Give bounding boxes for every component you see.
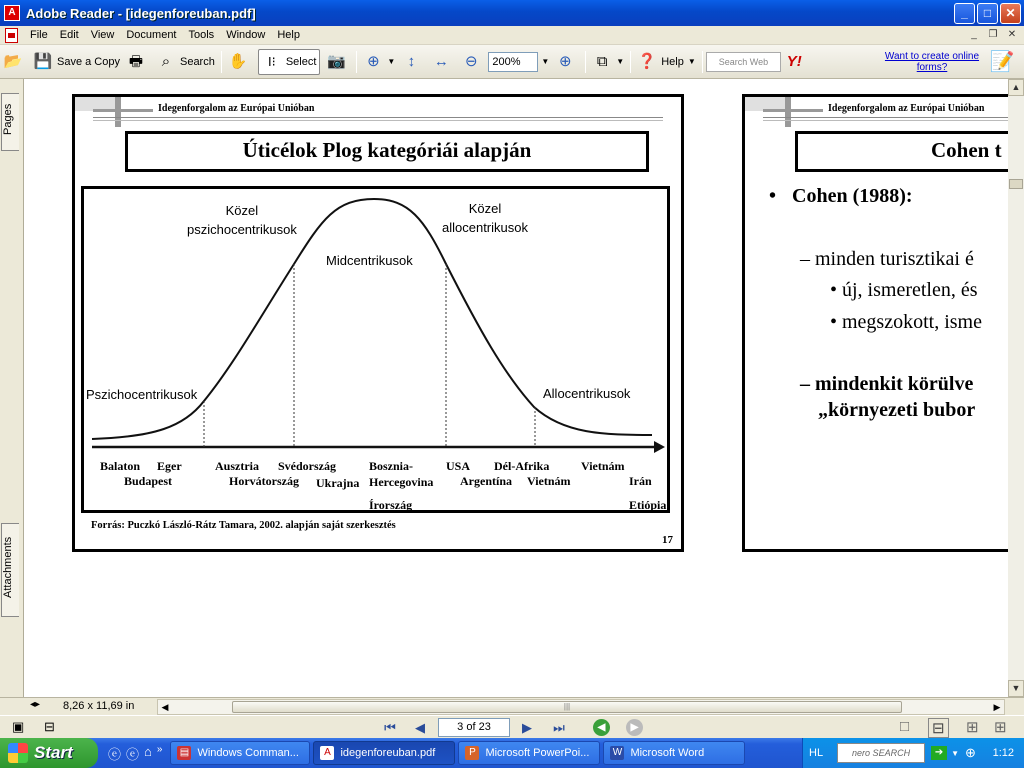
layout-toggle-icon[interactable]: ▣ [12, 719, 25, 734]
continuous-icon[interactable]: ⊟ [928, 718, 949, 738]
toolbar [0, 45, 1024, 79]
horizontal-scroll-thumb[interactable]: ||| [232, 701, 902, 713]
slide-18 [742, 94, 1008, 552]
status-scroll-bar [0, 697, 1024, 715]
command-window-icon: ▤ [177, 746, 191, 760]
destination-irorszag: Írország [369, 498, 413, 512]
start-label: Start [34, 743, 73, 762]
menu-edit[interactable]: Edit [59, 28, 79, 41]
printer-icon: 🖶 [128, 52, 144, 70]
near-allocentric-label: Közel allocentrikusok [442, 201, 528, 235]
layout-toggle-icon[interactable]: ⊟ [44, 719, 55, 734]
chevron-down-icon: ▼ [616, 57, 625, 66]
fit-width-button[interactable] [428, 49, 458, 75]
toolbar-separator [221, 51, 222, 73]
destination-etiopia: Etiópia [629, 498, 667, 512]
chevron-down-icon[interactable]: ▼ [951, 748, 959, 758]
chevron-down-icon: ▼ [687, 57, 696, 66]
previous-view-button[interactable]: ◀ [593, 719, 610, 736]
next-view-button[interactable]: ▶ [626, 719, 643, 736]
page-size-readout: 8,26 x 11,69 in [63, 700, 135, 712]
hand-icon: ✋ [228, 52, 248, 70]
start-button[interactable] [0, 738, 98, 768]
windows-logo-icon [8, 743, 28, 763]
header-decoration [115, 97, 121, 127]
window-title: Adobe Reader - [idegenforeuban.pdf] [26, 5, 256, 21]
midcentric-label: Midcentrikusok [326, 253, 413, 268]
toolbar-separator [585, 51, 586, 73]
destination-svedorszag: Svédország [278, 459, 336, 473]
create-forms-link[interactable]: Want to create online forms? [884, 51, 980, 73]
menu-document[interactable]: Document [126, 28, 177, 41]
ie-icon[interactable]: ⓔ [126, 746, 140, 762]
zoom-out-icon: ⊖ [465, 52, 478, 70]
navigation-panel [0, 79, 24, 697]
destination-ukrajna: Ukrajna [316, 476, 360, 490]
taskbar-powerpoint[interactable]: P Microsoft PowerPoi... [458, 741, 600, 765]
fit-width-icon: ↔ [433, 52, 449, 70]
help-icon: ❓ [637, 52, 657, 70]
destination-iran: Irán [629, 474, 652, 488]
title-bar [0, 0, 1024, 26]
header-decoration [93, 109, 153, 112]
more-chevron-icon[interactable]: » [156, 743, 163, 755]
fit-page-icon: ↕ [407, 52, 416, 70]
psychocentric-label: Pszichocentrikusok [86, 387, 198, 402]
first-page-button[interactable]: ⏮ [384, 720, 396, 735]
text-line: „környezeti bubor [818, 399, 976, 421]
header-rule [93, 120, 663, 121]
zoom-in-tool-button[interactable] [360, 49, 398, 75]
toolbar-separator [630, 51, 631, 73]
pages-icon: ⧉ [596, 52, 608, 70]
green-arrow-icon[interactable]: ➔ [931, 746, 947, 760]
scroll-up-button[interactable]: ▲ [1008, 79, 1024, 96]
powerpoint-icon: P [465, 746, 479, 760]
help-label: Help [661, 55, 684, 68]
slide-title: Cohen t [795, 131, 1008, 172]
yahoo-logo-icon[interactable]: Y! [786, 53, 802, 70]
toolbar-separator [702, 51, 703, 73]
scroll-left-button[interactable]: ◀ [161, 702, 169, 712]
scroll-thumb[interactable] [1009, 179, 1023, 189]
plog-chart [81, 186, 670, 513]
destination-vietnam: Vietnám [527, 474, 571, 488]
minimize-button[interactable]: _ [954, 3, 975, 24]
slide-17 [72, 94, 684, 552]
tray-expand-icon[interactable]: ⊕ [964, 745, 976, 760]
cohen-heading: Cohen (1988): [792, 185, 913, 207]
bullet-icon: • [769, 185, 777, 207]
pages-tab[interactable]: Pages [1, 93, 19, 151]
desktop-icon[interactable]: ⌂ [144, 743, 152, 759]
ie-icon[interactable]: ⓔ [108, 746, 122, 762]
next-page-button[interactable]: ▶ [522, 720, 532, 735]
menu-window[interactable]: Window [226, 28, 266, 41]
menu-file[interactable]: File [30, 28, 48, 41]
open-button[interactable] [0, 49, 30, 75]
attachments-tab[interactable]: Attachments [1, 523, 19, 617]
destination-balaton: Balaton [100, 459, 141, 473]
search-web-input[interactable]: Search Web [706, 52, 781, 72]
toolbar-separator [356, 51, 357, 73]
facing-icon[interactable]: ⊞ [966, 719, 979, 736]
save-copy-button[interactable] [30, 49, 123, 75]
scroll-down-button[interactable]: ▼ [1008, 680, 1024, 697]
help-button[interactable] [634, 49, 699, 75]
header-decoration [785, 97, 791, 127]
forms-designer-icon[interactable]: 📝 [989, 51, 1015, 73]
menu-bar [0, 26, 1024, 45]
destination-del-afrika: Dél-Afrika [494, 459, 550, 473]
header-decoration [763, 109, 823, 112]
text-line: – mindenkit körülve [800, 373, 974, 395]
binoculars-icon: ⌕ [161, 52, 171, 70]
fit-page-button[interactable] [398, 49, 428, 75]
vertical-scrollbar[interactable] [1008, 79, 1024, 697]
rotate-pages-button[interactable] [589, 49, 627, 75]
camera-icon: 📷 [327, 52, 346, 70]
open-folder-icon: 📂 [3, 52, 23, 70]
header-rule [763, 117, 1008, 118]
destination-eger: Eger [157, 459, 182, 473]
header-rule [93, 117, 663, 118]
menu-view[interactable]: View [90, 28, 115, 41]
chevron-down-icon: ▼ [387, 57, 396, 66]
slide-header: Idegenforgalom az Európai Unióban [158, 103, 315, 114]
text-cursor-icon: I⁝ [267, 53, 276, 69]
zoom-in-icon: ⊕ [558, 52, 572, 70]
source-citation: Forrás: Puczkó László-Rátz Tamara, 2002. alapján saját szerkesztés [91, 520, 396, 531]
print-button[interactable] [123, 49, 153, 75]
destination-argentina: Argentína [460, 474, 512, 488]
close-button[interactable]: ✕ [1000, 3, 1021, 24]
text-line: • megszokott, isme [830, 311, 982, 333]
taskbar-windows-command[interactable]: ▤ Windows Comman... [170, 741, 310, 765]
allocentric-label: Allocentrikusok [543, 386, 631, 401]
select-tool-button[interactable] [258, 49, 321, 75]
zoom-input[interactable]: 200% [488, 52, 538, 72]
quick-launch [108, 744, 162, 763]
destination-ausztria: Ausztria [215, 459, 259, 473]
text-line: • új, ismeretlen, és [830, 279, 978, 301]
destination-budapest: Budapest [124, 474, 173, 488]
x-axis-arrowhead [654, 441, 665, 453]
adobe-reader-icon: A [4, 5, 20, 21]
nero-search-box[interactable]: nero SEARCH [837, 743, 925, 763]
page-navigation-bar [0, 715, 1024, 738]
menu-tools[interactable]: Tools [188, 28, 215, 41]
taskbar-adobe-reader[interactable]: A idegenforeuban.pdf [313, 741, 455, 765]
document-icon[interactable] [5, 28, 18, 43]
continuous-facing-icon[interactable]: ⊞ [994, 719, 1007, 736]
word-icon: W [610, 746, 624, 760]
select-label: Select [285, 55, 317, 68]
page-number-input[interactable]: 3 of 23 [438, 718, 510, 737]
menu-help[interactable]: Help [277, 28, 300, 41]
header-rule [763, 120, 1008, 121]
search-button[interactable] [153, 49, 218, 75]
zoom-out-button[interactable] [458, 49, 488, 75]
floppy-icon: 💾 [33, 52, 53, 70]
slide-page-number: 17 [662, 534, 673, 546]
magnifier-plus-icon: ⊕ [367, 52, 380, 70]
chevron-down-icon: ▼ [541, 57, 550, 66]
taskbar-word[interactable]: W Microsoft Word [603, 741, 745, 765]
text-line: – minden turisztikai é [800, 248, 974, 270]
system-tray [802, 738, 1024, 768]
destination-horvatorszag: Horvátország [229, 474, 299, 488]
slide-header: Idegenforgalom az Európai Unióban [828, 103, 985, 114]
snapshot-button[interactable] [323, 49, 353, 75]
search-label: Search [179, 55, 215, 68]
destination-hercegovina: Hercegovina [369, 475, 434, 489]
destination-bosznia: Bosznia- [369, 459, 414, 473]
last-page-button[interactable]: ⏭ [553, 720, 565, 735]
maximize-button[interactable]: □ [977, 3, 998, 24]
near-psychocentric-label: Közel pszichocentrikusok [187, 203, 297, 237]
scroll-right-button[interactable]: ▶ [993, 702, 1001, 712]
document-restore-button[interactable]: ❐ [988, 29, 998, 40]
destination-usa: USA [446, 459, 471, 473]
clock: 1:12 [992, 747, 1014, 759]
destination-vietnam: Vietnám [581, 459, 625, 473]
slide-title: Úticélok Plog kategóriái alapján [125, 131, 649, 172]
zoom-dropdown-button[interactable] [538, 49, 552, 75]
windows-taskbar [0, 738, 1024, 768]
document-view[interactable] [25, 79, 1008, 697]
document-minimize-button[interactable]: _ [971, 29, 977, 40]
save-copy-label: Save a Copy [57, 55, 120, 68]
language-indicator[interactable]: HL [809, 747, 824, 759]
panel-toggle-icon[interactable]: ◂▸ [30, 699, 41, 710]
horizontal-scrollbar[interactable] [157, 699, 1005, 715]
hand-tool-button[interactable] [225, 49, 255, 75]
single-page-icon[interactable]: □ [900, 718, 910, 735]
zoom-in-button[interactable] [552, 49, 582, 75]
previous-page-button[interactable]: ◀ [415, 720, 425, 735]
document-close-button[interactable]: ✕ [1007, 29, 1017, 40]
pdf-icon: A [320, 746, 334, 760]
